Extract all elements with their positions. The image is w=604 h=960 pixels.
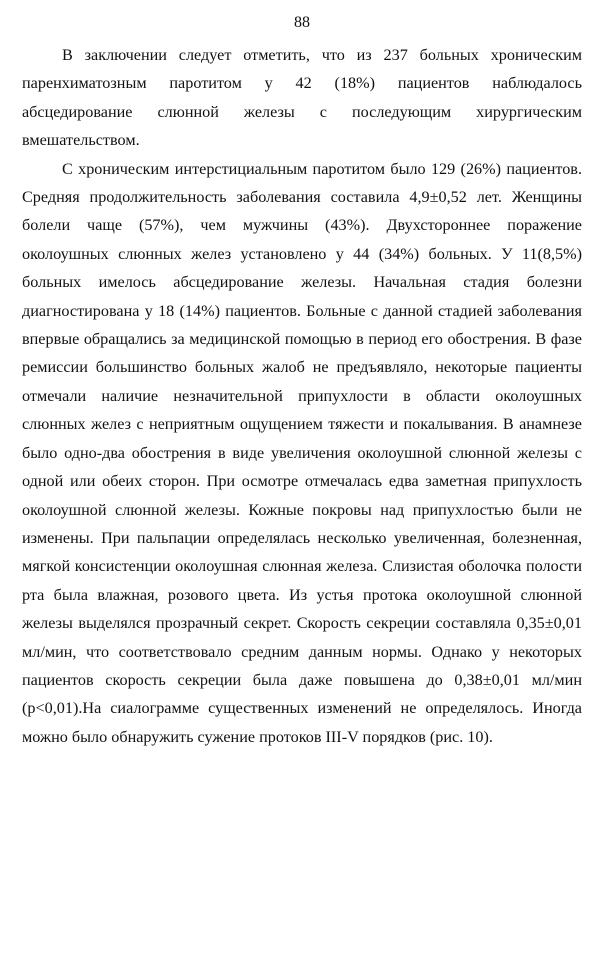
- paragraph-conclusion: В заключении следует отметить, что из 237 больных хроническим паренхиматозным паротитом у 42 (18%) пациентов наблюдалось абсцедирование слюнной железы с последующим хирургическим вмешательством.: [22, 46, 582, 150]
- paragraph-interstitial-parotitis: С хроническим интерстициальным паротитом было 129 (26%) пациентов. Средняя продолжительность заболевания составила 4,9±0,52 лет. Женщины болели чаще (57%), чем мужчины (43%). Двухстороннее поражение околоушных слюнных желез установлено у 44 (34%) больных. У 11(8,5%) больных имелось абсцедирование железы. Начальная стадия болезни диагностирована у 18 (14%) пациентов. Больные с данной стадией заболевания впервые обращались за медицинской помощью в период его обострения. В фазе ремиссии большинство больных жалоб не предъявляло, некоторые пациенты отмечали наличие незначительной припухлости в области околоушных слюнных желез с неприятным ощущением тяжести и покалывания. В анамнезе было одно-два обострения в виде увеличения околоушной слюнной железы с одной или обеих сторон. При осмотре отмечалась едва заметная припухлость околоушной слюнной железы. Кожные покровы над припухлостью были не изменены. При пальпации определялась несколько увеличенная, болезненная, мягкой консистенции околоушная слюнная железа. Слизистая оболочка полости рта была влажная, розового цвета. Из устья протока околоушной слюнной железы выделялся прозрачный секрет. Скорость секреции составляла 0,35±0,01 мл/мин, что соответствовало средним данным нормы. Однако у некоторых пациентов скорость секреции была даже повышена до 0,38±0,01 мл/мин (p<0,01).На сиалограмме существенных изменений не определялось. Иногда можно было обнаружить сужение протоков III-V порядков (рис. 10).: [22, 159, 582, 746]
- body-text: [22, 41, 582, 751]
- page-number: 88: [294, 14, 310, 31]
